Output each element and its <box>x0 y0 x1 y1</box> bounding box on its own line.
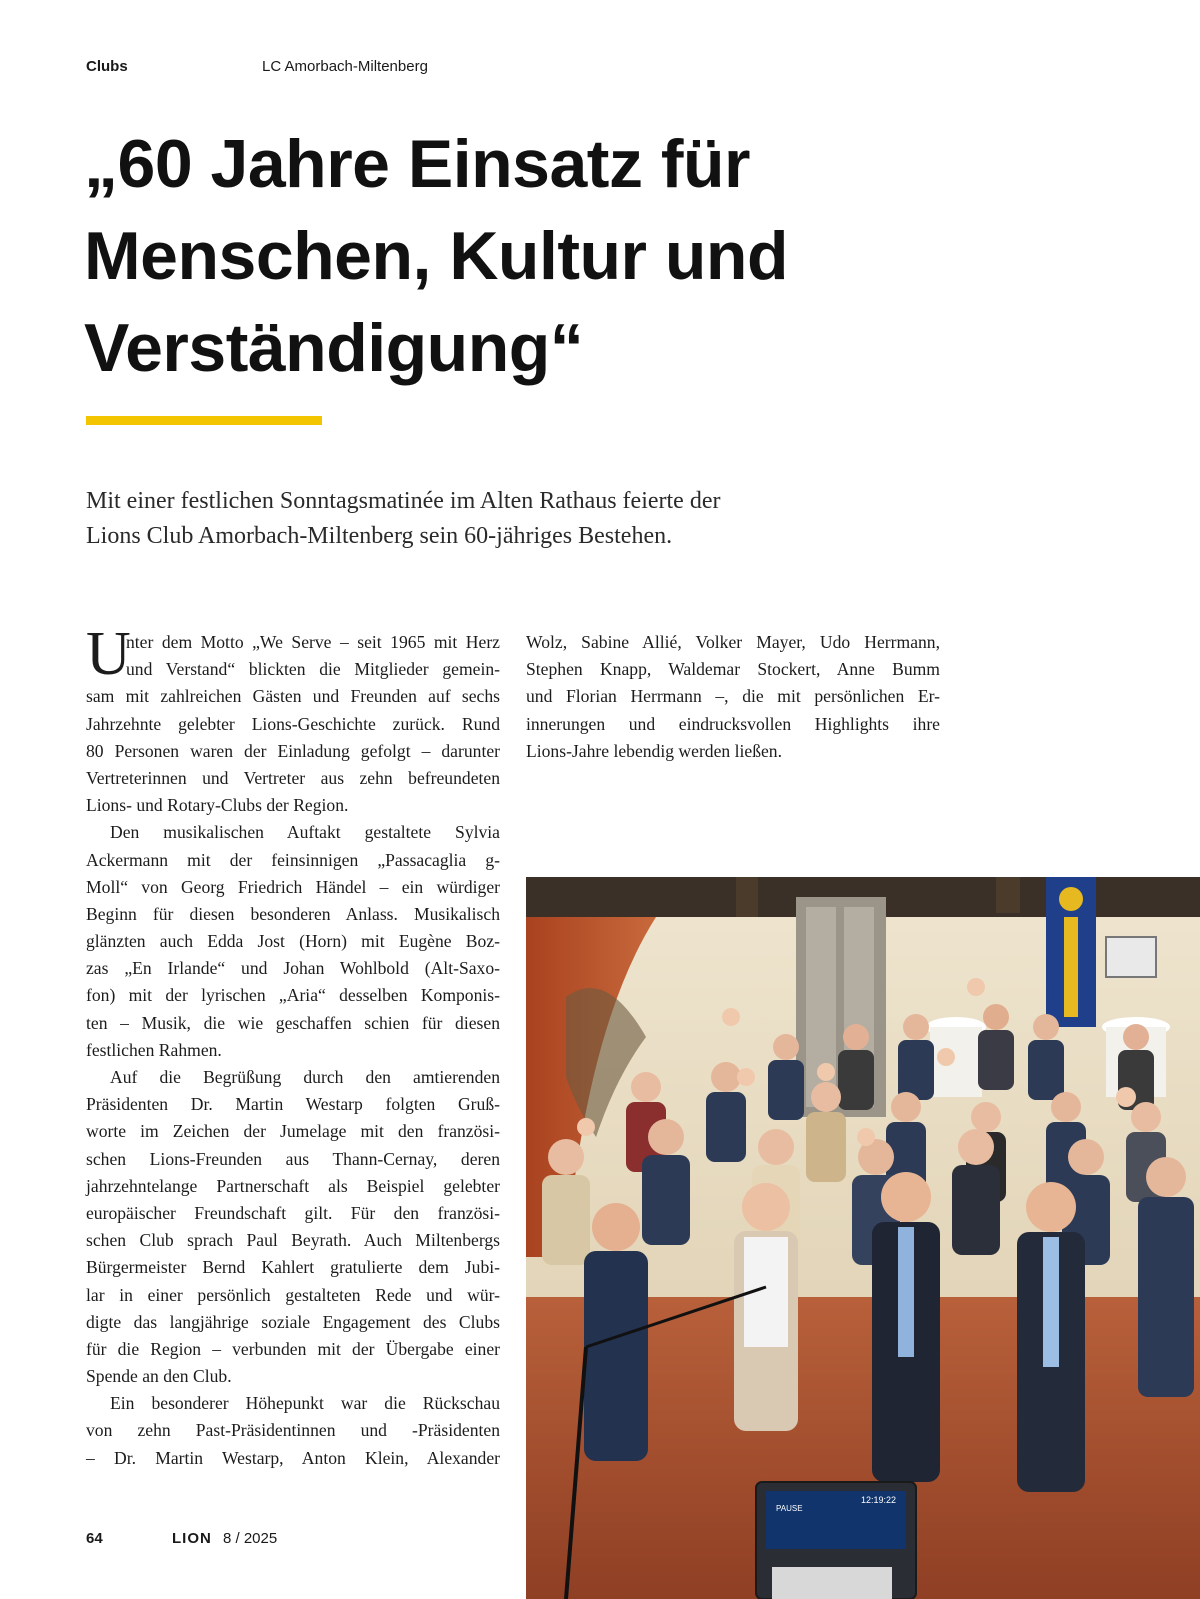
headline-line: Verständigung“ <box>84 310 584 386</box>
body-line: zas „En Irlande“ und Johan Wohlbold (Alt-Saxo- <box>86 958 500 979</box>
body-column-left <box>86 620 500 1472</box>
club-name: LC Amorbach-Miltenberg <box>262 58 428 75</box>
body-line: Ackermann mit der feinsinnigen „Passacaglia g- <box>86 849 500 870</box>
body-line: sam mit zahlreichen Gästen und Freunden auf sechs <box>86 686 500 707</box>
lead-line: Mit einer festlichen Sonntagsmatinée im Alten Rathaus feierte der <box>86 488 721 514</box>
body-line: schen Lions-Freunden aus Thann-Cernay, deren <box>86 1148 500 1169</box>
article-headline <box>84 118 1084 394</box>
body-line: Bürgermeister Bernd Kahlert gratulierte dem Jubi- <box>86 1257 500 1278</box>
body-line: Den musikalischen Auftakt gestaltete Sylvia <box>110 822 500 843</box>
body-line: Ein besonderer Höhepunkt war die Rückschau <box>110 1393 500 1414</box>
lead-paragraph <box>86 484 846 554</box>
accent-rule <box>86 416 322 425</box>
laptop-screen-text: PAUSE <box>776 1504 803 1513</box>
body-line: europäischer Freundschaft gilt. Für den französi- <box>86 1202 500 1223</box>
lead-line: Lions Club Amorbach-Miltenberg sein 60-jähriges Bestehen. <box>86 523 673 549</box>
body-line: digte das langjährige soziale Engagement des Clubs <box>86 1311 500 1332</box>
magazine-name: LION <box>172 1530 212 1547</box>
body-line: fon) mit der lyrischen „Aria“ desselben Komponis- <box>86 985 500 1006</box>
body-line: Jahrzehnte gelebter Lions-Geschichte zurück. Rund <box>86 713 500 734</box>
body-line: Stephen Knapp, Waldemar Stockert, Anne Bumm <box>526 659 940 680</box>
section-label: Clubs <box>86 58 128 75</box>
body-line: von zehn Past-Präsidentinnen und -Präsidenten <box>86 1420 500 1441</box>
body-line: Lions- und Rotary-Clubs der Region. <box>86 795 349 816</box>
body-line: Präsidenten Dr. Martin Westarp folgten Gruß- <box>86 1094 500 1115</box>
body-line: Beginn für diesen besonderen Anlass. Musikalisch <box>86 903 500 924</box>
body-line: Vertreterinnen und Vertreter aus zehn befreundeten <box>86 767 500 788</box>
body-line: lar in einer persönlich gestalteten Rede und wür- <box>86 1284 500 1305</box>
body-line: worte im Zeichen der Jumelage mit den französi- <box>86 1121 500 1142</box>
body-line: nter dem Motto „We Serve – seit 1965 mit Herz <box>126 632 500 652</box>
body-column-right <box>526 629 940 765</box>
body-line: innerungen und eindrucksvollen Highlights ihre <box>526 713 940 734</box>
group-photo <box>526 877 1200 1599</box>
body-line: und Verstand“ blickten die Mitglieder gemein- <box>126 659 500 680</box>
body-line: Auf die Begrüßung durch den amtierenden <box>110 1067 500 1087</box>
page-number: 64 <box>86 1530 103 1547</box>
body-line: Spende an den Club. <box>86 1366 232 1387</box>
issue-number: 8 / 2025 <box>223 1530 278 1547</box>
body-line: – Dr. Martin Westarp, Anton Klein, Alexander <box>86 1447 500 1468</box>
laptop-clock: 12:19:22 <box>861 1495 897 1505</box>
body-line: ten – Musik, die wie geschaffen schien für diesen <box>86 1012 500 1033</box>
body-line: glänzten auch Edda Jost (Horn) mit Eugène Boz- <box>86 931 500 952</box>
body-line: für die Region – verbunden mit der Übergabe einer <box>86 1338 500 1359</box>
body-line: Moll“ von Georg Friedrich Händel – ein würdiger <box>86 876 500 897</box>
body-line: 80 Personen waren der Einladung gefolgt – darunter <box>86 740 500 761</box>
headline-line: Menschen, Kultur und <box>84 218 788 294</box>
body-line: jahrzehntelange Partnerschaft als Beispiel gelebter <box>86 1175 500 1196</box>
body-line: schen Club sprach Paul Beyrath. Auch Miltenbergs <box>86 1230 500 1251</box>
body-line: Lions-Jahre lebendig werden ließen. <box>526 740 782 761</box>
body-line: Wolz, Sabine Allié, Volker Mayer, Udo Herrmann, <box>526 632 940 652</box>
drop-cap: U <box>86 620 131 688</box>
headline-line: „60 Jahre Einsatz für <box>84 126 750 202</box>
body-line: und Florian Herrmann –, die mit persönlichen Er- <box>526 686 940 707</box>
body-line: festlichen Rahmen. <box>86 1039 222 1060</box>
